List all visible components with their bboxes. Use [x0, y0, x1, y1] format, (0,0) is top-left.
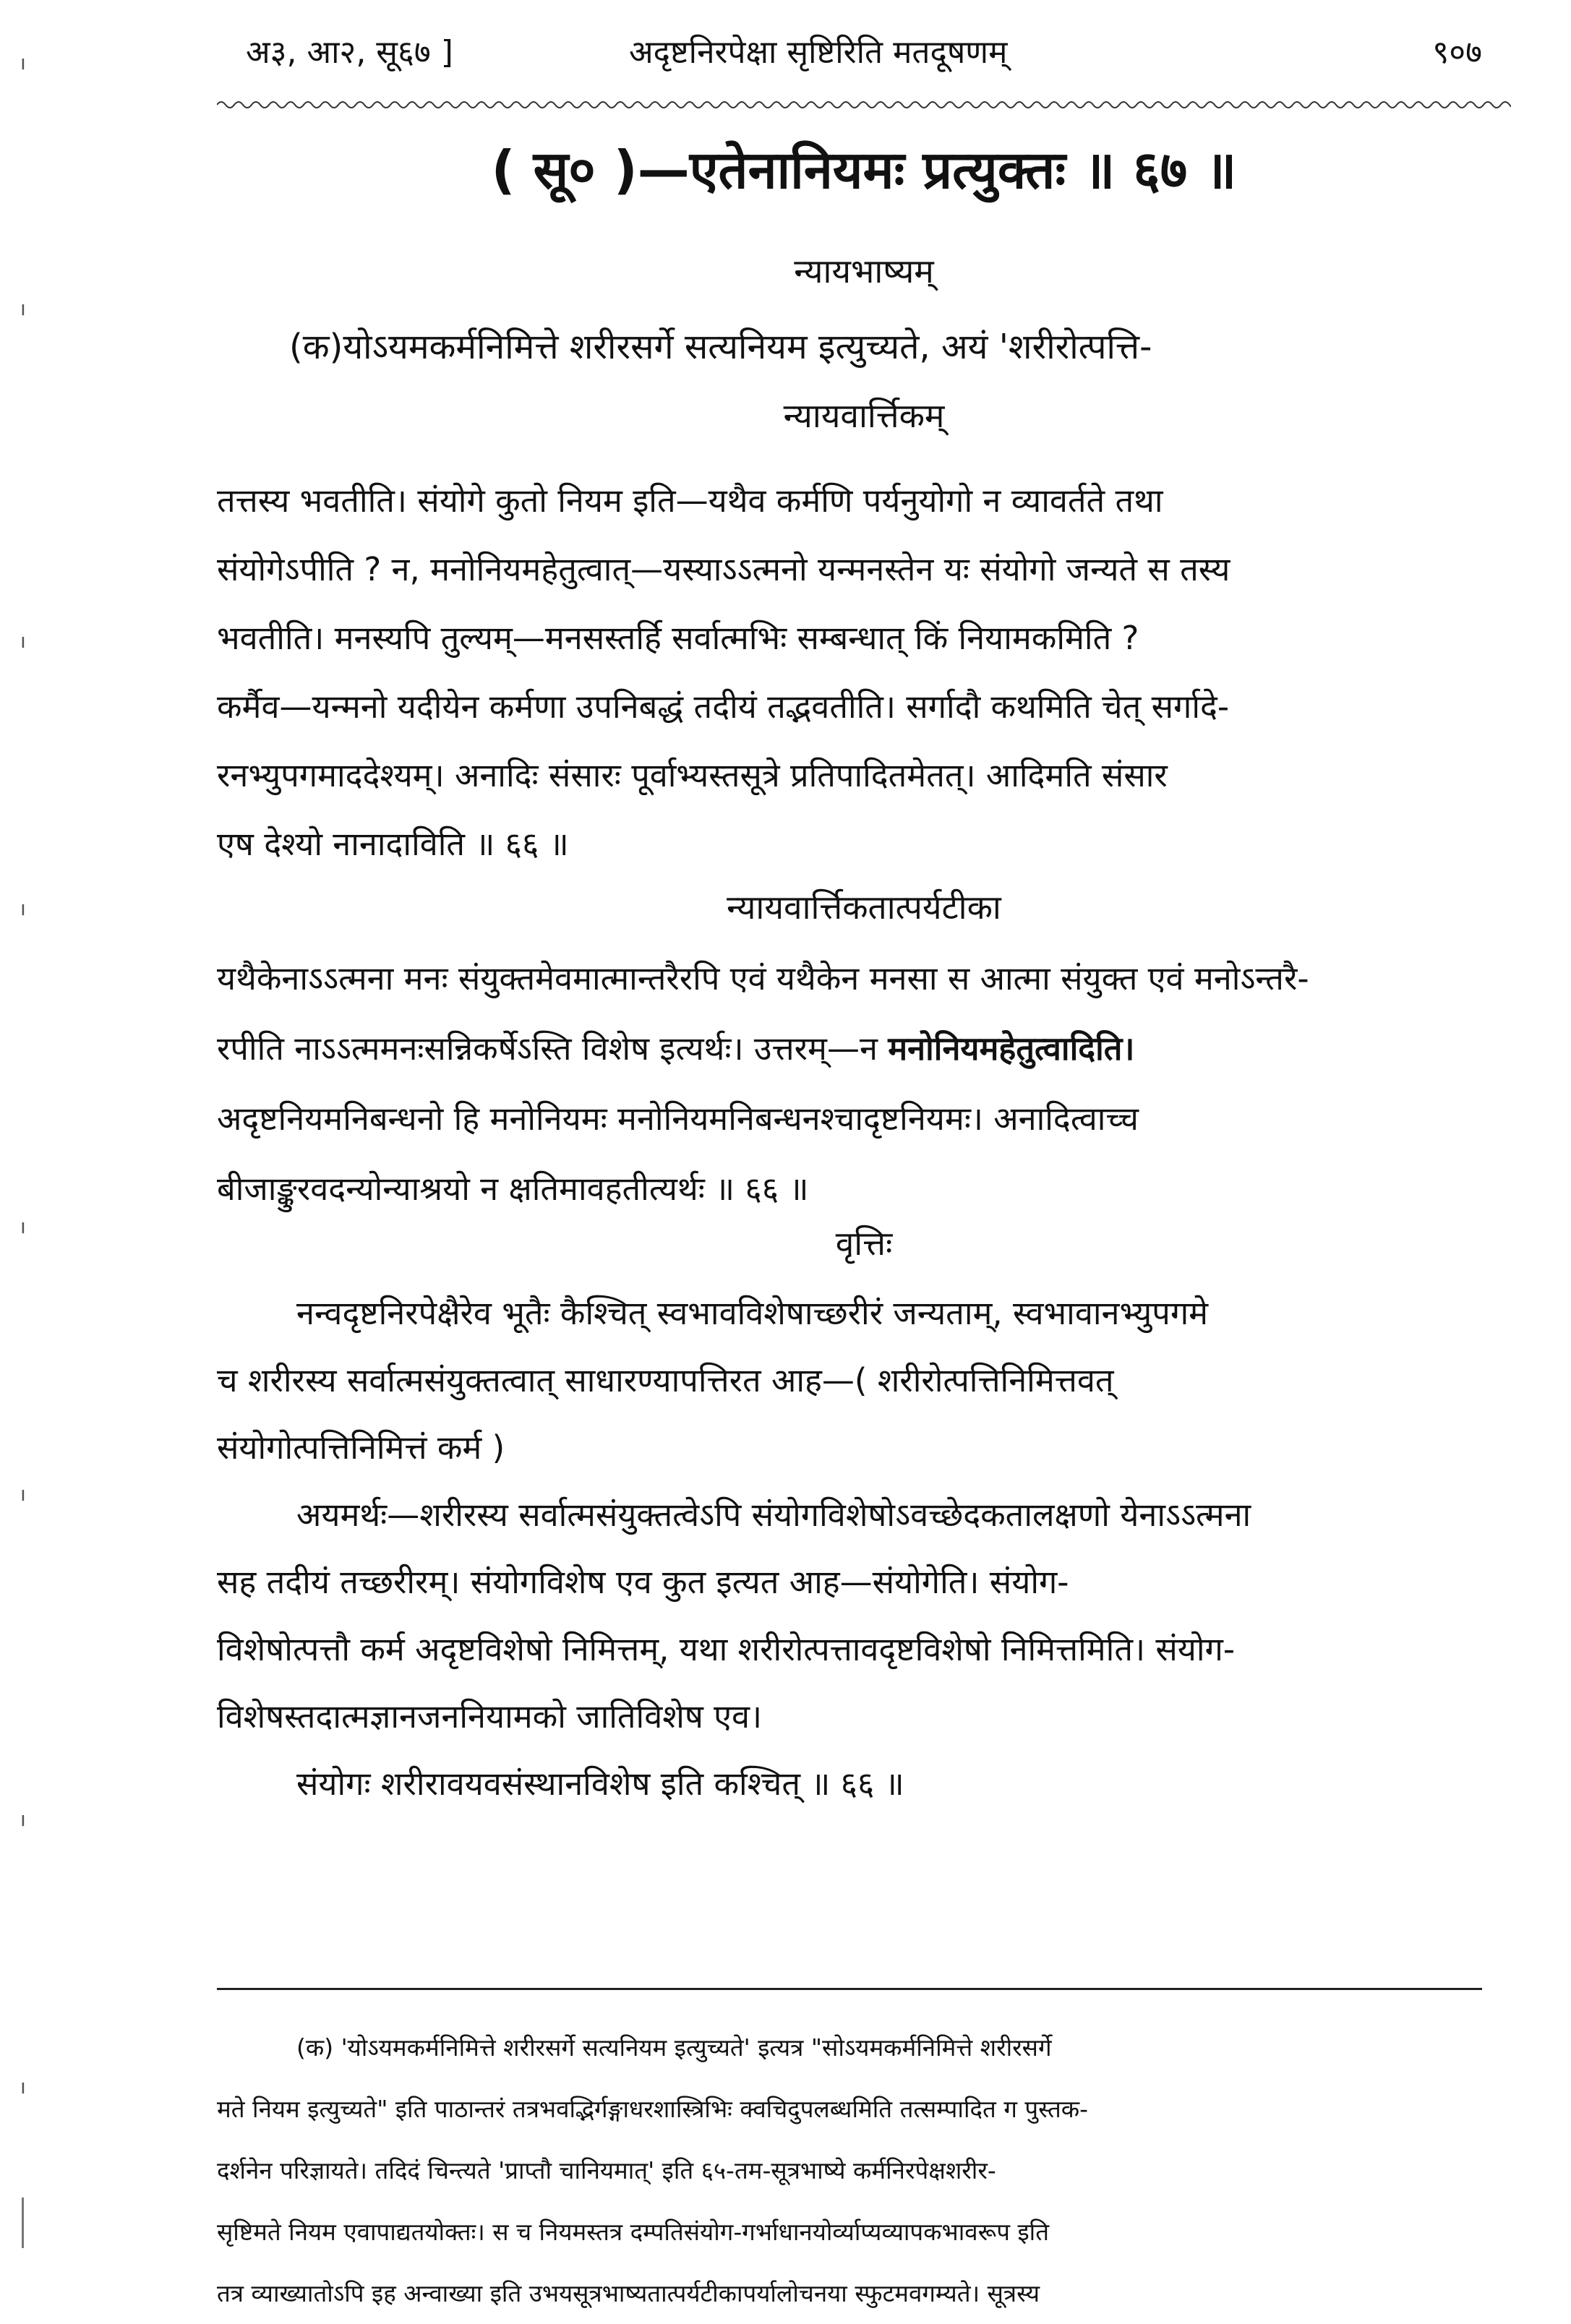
footnote-line: तत्र व्याख्यातोऽपि इह अन्वाख्या इति उभयसूत्रभाष्यतात्पर्यटीकापर्यालोचनया स्फुटमवगम्यते। सूत्रस्य — [217, 2279, 1040, 2307]
margin-mark: ı — [20, 1482, 26, 1506]
section-title-tatparyatika: न्यायवार्त्तिकतात्पर्यटीका — [727, 888, 1001, 927]
section-title-vritti: वृत्तिः — [835, 1224, 893, 1263]
wavy-divider — [217, 98, 1511, 112]
margin-bar — [22, 2197, 24, 2248]
nyayavartika-body — [217, 466, 1511, 878]
text-line: संयोगोत्पत्तिनिमित्तं कर्म ) — [217, 1428, 505, 1467]
footnote-divider — [217, 1988, 1482, 1990]
header-sutra-reference: अ३, आ२, सू६७ ] — [246, 34, 453, 71]
bold-phrase: मनोनियमहेतुत्वादिति। — [888, 1029, 1135, 1068]
text-line — [217, 1013, 1511, 1084]
sutra-heading: ( सू० )—एतेनानियमः प्रत्युक्तः ॥ ६७ ॥ — [491, 140, 1237, 200]
text-line: अदृष्टनियमनिबन्धनो हि मनोनियमः मनोनियमनिबन्धनश्चादृष्टनियमः। अनादित्वाच्च — [217, 1099, 1139, 1138]
text-line: तत्तस्य भवतीति। संयोगे कुतो नियम इति—यथैव कर्मणि पर्यनुयोगो न व्यावर्तते तथा — [217, 481, 1163, 520]
running-header — [217, 27, 1511, 78]
text-line: सह तदीयं तच्छरीरम्। संयोगविशेष एव कुत इत्यत आह—संयोगेति। संयोग- — [217, 1563, 1069, 1601]
section-title-nyayavartika: न्यायवार्त्तिकम् — [783, 396, 945, 435]
margin-mark: ı — [20, 629, 26, 653]
nyayabhashya-text: (क)योऽयमकर्मनिमित्ते शरीरसर्गे सत्यनियम इत्युच्यते, अयं 'शरीरोत्पत्ति- — [289, 327, 1152, 367]
margin-mark: ı — [20, 1214, 26, 1238]
footnote-line: मते नियम इत्युच्यते" इति पाठान्तरं तत्रभवद्भिर्गङ्गाधरशास्त्रिभिः क्वचिदुपलब्धमिति तत्सम्पादित ग पुस्तक- — [217, 2095, 1089, 2123]
text-segment: रपीति नाऽऽत्ममनःसन्निकर्षेऽस्ति विशेष इत्यर्थः। उत्तरम्—न — [217, 1029, 878, 1068]
margin-mark: ı — [20, 1807, 26, 1831]
footnote-line: (क) 'योऽयमकर्मनिमित्ते शरीरसर्गे सत्यनियम इत्युच्यते' इत्यत्र "सोऽयमकर्मनिमित्ते शरीरसर्गे — [296, 2033, 1052, 2062]
text-line: यथैकेनाऽऽत्मना मनः संयुक्तमेवमात्मान्तरैरपि एवं यथैकेन मनसा स आत्मा संयुक्त एवं मनोऽन्तरै- — [217, 959, 1309, 998]
header-topic: अदृष्टनिरपेक्षा सृष्टिरिति मतदूषणम् — [629, 34, 1008, 71]
text-line: च शरीरस्य सर्वात्मसंयुक्तत्वात् साधारण्यापत्तिरत आह—( शरीरोत्पत्तिनिमित्तवत् — [217, 1361, 1114, 1399]
text-line: विशेषोत्पत्तौ कर्म अदृष्टविशेषो निमित्तम्, यथा शरीरोत्पत्तावदृष्टविशेषो निमित्तमिति। संयोग- — [217, 1630, 1236, 1668]
footnote-line: दर्शनेन परिज्ञायते। तदिदं चिन्त्यते 'प्राप्तौ चानियमात्' इति ६५-तम-सूत्रभाष्ये कर्मनिरपेक्षशरीर- — [217, 2156, 996, 2184]
margin-mark: ı — [20, 51, 26, 74]
margin-mark: ı — [20, 2075, 26, 2098]
text-line: बीजाङ्कुरवदन्योन्याश्रयो न क्षतिमावहतीत्यर्थः ॥ ६६ ॥ — [217, 1170, 809, 1208]
text-line: भवतीति। मनस्यपि तुल्यम्—मनसस्तर्हि सर्वात्मभिः सम्बन्धात् किं नियामकमिति ? — [217, 619, 1139, 657]
text-line: नन्वदृष्टनिरपेक्षैरेव भूतैः कैश्चित् स्वभावविशेषाच्छरीरं जन्यताम्, स्वभावानभ्युपगमे — [296, 1294, 1209, 1332]
text-line: विशेषस्तदात्मज्ञानजननियामको जातिविशेष एव। — [217, 1697, 763, 1736]
text-line: संयोगेऽपीति ? न, मनोनियमहेतुत्वात्—यस्याऽऽत्मनो यन्मनस्तेन यः संयोगो जन्यते स तस्य — [217, 550, 1230, 588]
vritti-body — [217, 1279, 1511, 1817]
margin-mark: ı — [20, 296, 26, 320]
margin-mark: ı — [20, 896, 26, 920]
tatparyatika-body — [217, 943, 1511, 1224]
text-line: अयमर्थः—शरीरस्य सर्वात्मसंयुक्तत्वेऽपि संयोगविशेषोऽवच्छेदकतालक्षणो येनाऽऽत्मना — [296, 1496, 1251, 1534]
text-line: रनभ्युपगमाददेश्यम्। अनादिः संसारः पूर्वाभ्यस्तसूत्रे प्रतिपादितमेतत्। आदिमति संसार — [217, 756, 1168, 794]
text-line: कर्मैव—यन्मनो यदीयेन कर्मणा उपनिबद्धं तदीयं तद्भवतीति। सर्गादौ कथमिति चेत् सर्गादे- — [217, 687, 1230, 726]
section-title-nyayabhashya: न्यायभाष्यम् — [794, 252, 934, 291]
footnote-line: सृष्टिमते नियम एवापाद्यतयोक्तः। स च नियमस्तत्र दम्पतिसंयोग-गर्भाधानयोर्व्याप्यव्यापकभावरूप इति — [217, 2218, 1050, 2246]
text-line: संयोगः शरीरावयवसंस्थानविशेष इति कश्चित् ॥ ६६ ॥ — [296, 1765, 904, 1803]
footnote — [217, 2017, 1511, 2324]
page-number: ९०७ — [1432, 34, 1482, 71]
text-line: एष देश्यो नानादाविति ॥ ६६ ॥ — [217, 825, 569, 863]
